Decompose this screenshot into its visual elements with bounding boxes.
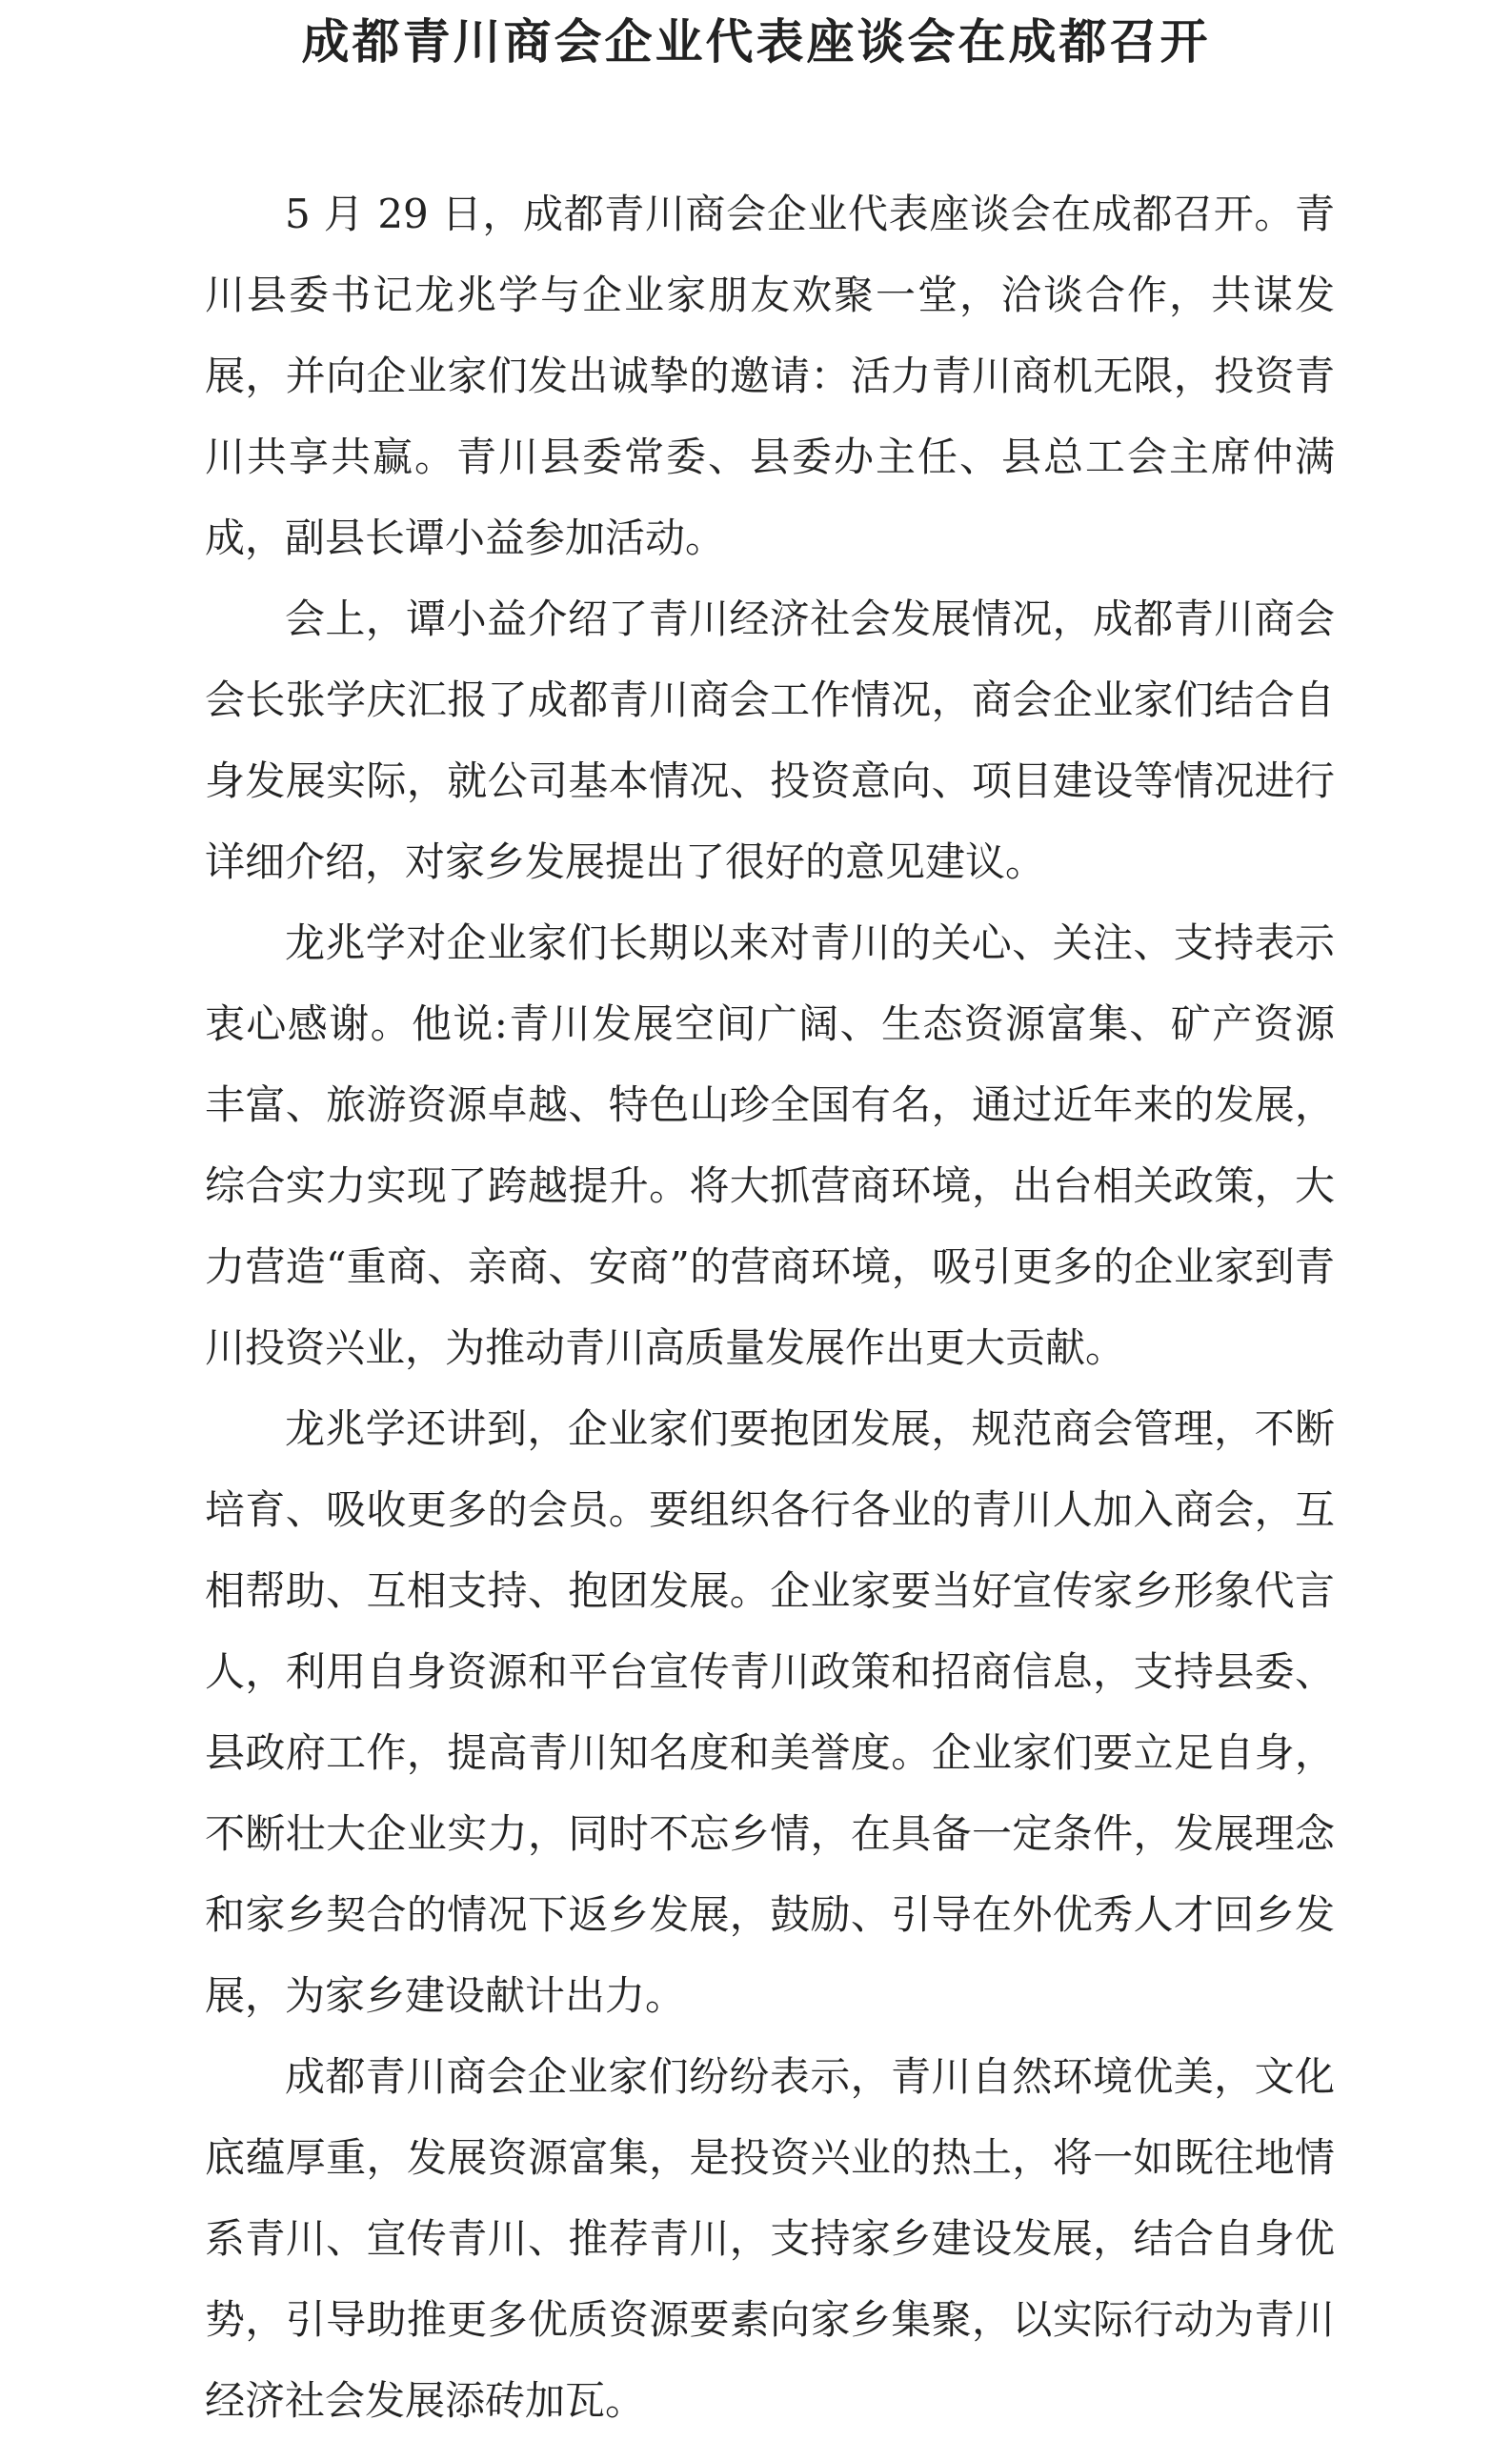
paragraph-5: 成都青川商会企业家们纷纷表示，青川自然环境优美，文化底蕴厚重，发展资源富集，是投资兴业的热土，将一如既往地情系青川、宣传青川、推荐青川，支持家乡建设发展，结合自身优势，引导助推更多优质资源要素向家乡集聚，以实际行动为青川经济社会发展添砖加瓦。 [205,2053,1335,2424]
article-title: 成都青川商会企业代表座谈会在成都召开 [301,13,1211,70]
article-body [205,173,1335,2441]
paragraph-1: 5 月 29 日，成都青川商会企业代表座谈会在成都召开。青川县委书记龙兆学与企业家朋友欢聚一堂，洽谈合作，共谋发展，并向企业家们发出诚挚的邀请：活力青川商机无限，投资青川共享共赢。青川县委常委、县委办主任、县总工会主席仲满成，副县长谭小益参加活动。 [205,191,1335,561]
paragraph-4: 龙兆学还讲到，企业家们要抱团发展，规范商会管理，不断培育、吸收更多的会员。要组织各行各业的青川人加入商会，互相帮助、互相支持、抱团发展。企业家要当好宣传家乡形象代言人，利用自身资源和平台宣传青川政策和招商信息，支持县委、县政府工作，提高青川知名度和美誉度。企业家们要立足自身，不断壮大企业实力，同时不忘乡情，在具备一定条件，发展理念和家乡契合的情况下返乡发展，鼓励、引导在外优秀人才回乡发展，为家乡建设献计出力。 [205,1405,1335,2019]
paragraph-3: 龙兆学对企业家们长期以来对青川的关心、关注、支持表示衷心感谢。他说:青川发展空间广阔、生态资源富集、矿产资源丰富、旅游资源卓越、特色山珍全国有名，通过近年来的发展，综合实力实现了跨越提升。将大抓营商环境，出台相关政策，大力营造“重商、亲商、安商”的营商环境，吸引更多的企业家到青川投资兴业，为推动青川高质量发展作出更大贡献。 [205,919,1335,1371]
paragraph-2: 会上，谭小益介绍了青川经济社会发展情况，成都青川商会会长张学庆汇报了成都青川商会工作情况，商会企业家们结合自身发展实际，就公司基本情况、投资意向、项目建设等情况进行详细介绍，对家乡发展提出了很好的意见建议。 [205,595,1335,885]
